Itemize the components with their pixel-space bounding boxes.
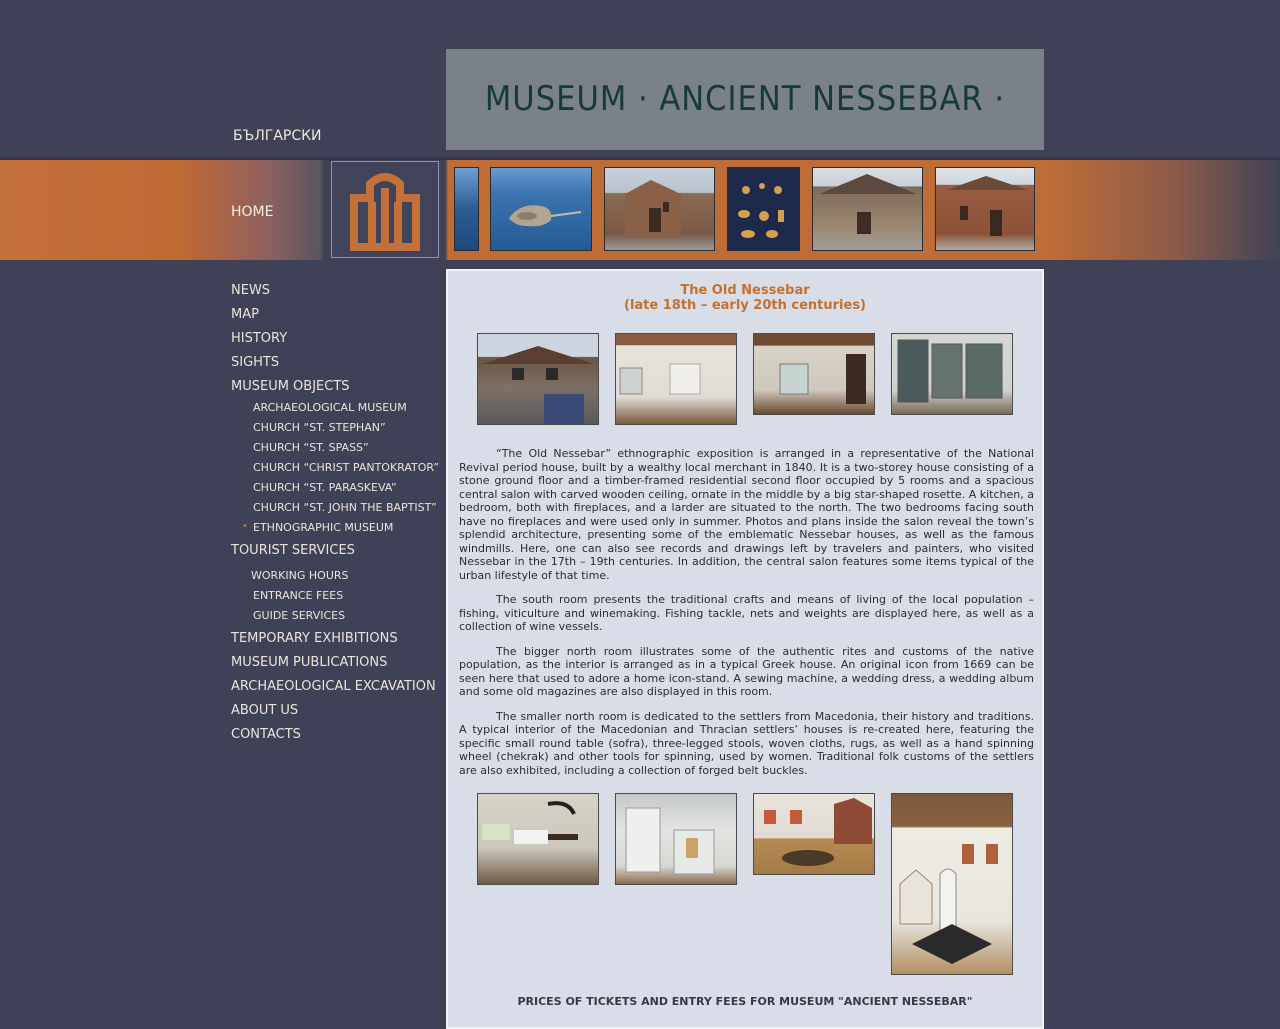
nav-item-sights[interactable]: SIGHTS [231, 355, 280, 370]
active-item-bullet: • [242, 521, 248, 532]
page-title-line1: The Old Nessebar [680, 283, 810, 298]
peninsula-aerial-photo [490, 167, 592, 251]
nav-sub-church-st-paraskeva[interactable]: CHURCH “ST. PARASKEVA” [253, 481, 397, 494]
nav-item-history[interactable]: HISTORY [231, 331, 288, 346]
south-room-thumbnail[interactable] [753, 333, 875, 415]
nav-sub-church-st-stephan[interactable]: CHURCH “ST. STEPHAN” [253, 421, 386, 434]
page-title [448, 283, 1042, 313]
nav-item-museum-publications[interactable]: MUSEUM PUBLICATIONS [231, 655, 388, 670]
nav-item-archaeological-excavation[interactable]: ARCHAEOLOGICAL EXCAVATION [231, 679, 436, 694]
nav-sub-entrance-fees[interactable]: ENTRANCE FEES [253, 589, 344, 602]
nav-sub-church-st-spass[interactable]: CHURCH “ST. SPASS” [253, 441, 369, 454]
article-paragraph: The smaller north room is dedicated to the settlers from Macedonia, their history and traditions. A typical interior of the Macedonian and Thracian settlers’ houses is re-created here, featuring the specific small round table (sofra), three-legged stools, woven cloths, rugs, as well as a hand spinning wheel (chekrak) and other tools for spinning, used by women. Traditional folk customs of the settlers are also exhibited, including a collection of forged belt buckles. [459, 709, 1034, 777]
north-room-thumbnail[interactable] [891, 333, 1013, 415]
home-link[interactable]: HOME [231, 204, 274, 220]
ticket-prices-link[interactable]: PRICES OF TICKETS AND ENTRY FEES FOR MUSEUM "ANCIENT NESSEBAR" [517, 995, 973, 1008]
nav-item-about-us[interactable]: ABOUT US [231, 703, 299, 718]
article-paragraph: “The Old Nessebar” ethnographic exposition is arranged in a representative of the National Revival period house, built by a wealthy local merchant in 1840. It is a two-storey house consisting of a stone ground floor and a timber-framed residential second floor occupied by 5 rooms and a spacious central salon with carved wooden ceiling, ornate in the middle by a big star-shaped rosette. A kitchen, a bedroom, both with fireplaces, and a larder are situated to the north. The two bedrooms facing south have no fireplaces and were used only in summer. Photos and plans inside the salon reveal the town’s splendid architecture, presenting some of the emblematic Nessebar houses, as well as the famous windmills. Here, one can also see records and drawings left by travelers and painters, who visited Nessebar in the 17th – 19th centuries. In addition, the central salon features some items typical of the urban lifestyle of that time. [459, 447, 1034, 582]
nav-sub-ethnographic-museum[interactable]: ETHNOGRAPHIC MUSEUM [253, 521, 394, 534]
museum-logo[interactable] [331, 161, 439, 258]
site-title: MUSEUM · ANCIENT NESSEBAR · [484, 79, 1006, 119]
gold-jewelry-photo [727, 167, 800, 251]
article-paragraph: The south room presents the traditional crafts and means of living of the local population – fishing, viticulture and winemaking. Fishing tackle, nets and weights are displayed here, as well as a collection of wine vessels. [459, 593, 1034, 633]
nav-item-museum-objects[interactable]: MUSEUM OBJECTS [231, 379, 350, 394]
main-content [446, 269, 1044, 1029]
nav-item-contacts[interactable]: CONTACTS [231, 727, 301, 742]
house-exterior-thumbnail[interactable] [477, 333, 599, 425]
brick-church-photo [935, 167, 1035, 251]
page-title-line2: (late 18th – early 20th centuries) [624, 298, 866, 313]
display-case-thumbnail[interactable] [615, 793, 737, 885]
sea-strip-photo [454, 167, 479, 251]
nav-sub-church-st-john-the-baptist[interactable]: CHURCH “ST. JOHN THE BAPTIST” [253, 501, 437, 514]
article-text [459, 447, 1034, 788]
nav-sub-church-christ-pantokrator[interactable]: CHURCH “CHRIST PANTOKRATOR” [253, 461, 440, 474]
salon-interior-thumbnail[interactable] [615, 333, 737, 425]
sewing-machine-thumbnail[interactable] [477, 793, 599, 885]
nav-sub-working-hours[interactable]: WORKING HOURS [251, 569, 349, 582]
nav-item-map[interactable]: MAP [231, 307, 259, 322]
greek-house-room-thumbnail[interactable] [753, 793, 875, 875]
language-switch-link[interactable]: БЪЛГАРСКИ [233, 128, 322, 144]
site-header [446, 49, 1044, 150]
old-house-photo [812, 167, 923, 251]
nav-item-tourist-services[interactable]: TOURIST SERVICES [231, 543, 355, 558]
church-photo [604, 167, 715, 251]
nav-item-news[interactable]: NEWS [231, 283, 271, 298]
nav-sub-guide-services[interactable]: GUIDE SERVICES [253, 609, 346, 622]
nav-item-temporary-exhibitions[interactable]: TEMPORARY EXHIBITIONS [231, 631, 398, 646]
museum-building-logo-icon [332, 162, 438, 257]
banner-shadow [0, 156, 1280, 160]
article-paragraph: The bigger north room illustrates some of the authentic rites and customs of the native population, as the interior is arranged as in a typical Greek house. An original icon from 1669 can be seen here that used to adore a home icon-stand. A sewing machine, a wedding dress, a wedding album and some old magazines are also displayed in this room. [459, 644, 1034, 698]
nav-sub-archaeological-museum[interactable]: ARCHAEOLOGICAL MUSEUM [253, 401, 407, 414]
settlers-room-thumbnail[interactable] [891, 793, 1013, 975]
